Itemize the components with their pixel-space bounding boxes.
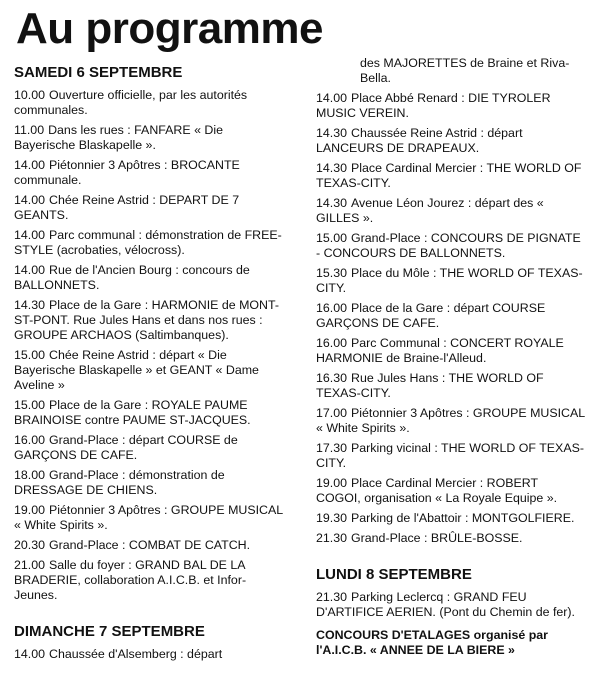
entry-text: Chaussée Reine Astrid : départ LANCEURS DE DRAPEAUX.	[316, 126, 523, 155]
entry-time: 14.30	[316, 196, 348, 210]
day-heading-sunday: DIMANCHE 7 SEPTEMBRE	[14, 623, 205, 640]
entry-text: Place de la Gare : ROYALE PAUME BRAINOISE contre PAUME ST-JACQUES.	[14, 398, 251, 427]
entry-text: Place du Môle : THE WORLD OF TEXAS-CITY.	[316, 266, 583, 295]
entry-text: Place Abbé Renard : DIE TYROLER MUSIC VEREIN.	[316, 91, 551, 120]
schedule-entry	[316, 126, 586, 156]
entry-text: Place de la Gare : départ COURSE GARÇONS DE CAFE.	[316, 301, 546, 330]
entry-text: Grand-Place : COMBAT DE CATCH.	[49, 538, 251, 552]
entry-time: 21.30	[316, 590, 348, 604]
schedule-entry	[316, 196, 586, 226]
schedule-entry	[316, 590, 586, 620]
entry-time: 14.30	[14, 298, 46, 312]
entry-time: 15.00	[14, 348, 46, 362]
schedule-entry	[14, 228, 286, 258]
entry-time: 11.00	[14, 123, 45, 137]
schedule-entry	[316, 441, 586, 471]
entry-time: 19.00	[316, 476, 348, 490]
schedule-entry	[316, 476, 586, 506]
entry-time: 16.30	[316, 371, 348, 385]
entry-text: Ouverture officielle, par les autorités communales.	[14, 88, 248, 117]
schedule-entry	[14, 193, 286, 223]
schedule-entry	[14, 558, 286, 603]
entry-text: Grand-Place : BRÛLE-BOSSE.	[351, 531, 523, 545]
entry-time: 14.00	[14, 647, 46, 661]
entry-text: Parking vicinal : THE WORLD OF TEXAS-CITY.	[316, 441, 584, 470]
entry-text: Piétonnier 3 Apôtres : BROCANTE communale.	[14, 158, 240, 187]
entry-text: Parc Communal : CONCERT ROYALE HARMONIE de Braine-l'Alleud.	[316, 336, 564, 365]
schedule-entry	[14, 538, 286, 553]
entry-time: 10.00	[14, 88, 46, 102]
entry-time: 16.00	[316, 336, 348, 350]
entry-time: 16.00	[14, 433, 46, 447]
schedule-entry	[316, 531, 586, 546]
entry-time: 15.00	[14, 398, 46, 412]
schedule-entry	[14, 88, 286, 118]
day-heading-monday: LUNDI 8 SEPTEMBRE	[316, 566, 472, 583]
entry-text: Avenue Léon Jourez : départ des « GILLES ».	[316, 196, 544, 225]
schedule-entry	[316, 161, 586, 191]
schedule-entry	[14, 298, 286, 343]
schedule-entry	[14, 468, 286, 498]
entry-time: 18.00	[14, 468, 46, 482]
schedule-entry	[14, 647, 286, 662]
entry-text: Place Cardinal Mercier : ROBERT COGOI, organisation « La Royale Equipe ».	[316, 476, 558, 505]
entry-text: Salle du foyer : GRAND BAL DE LA BRADERIE, collaboration A.I.C.B. et Infor-Jeunes.	[14, 558, 247, 602]
schedule-entry	[14, 123, 286, 153]
schedule-entry	[316, 336, 586, 366]
entry-text: Dans les rues : FANFARE « Die Bayerische Blaskapelle ».	[14, 123, 224, 152]
entry-text: Piétonnier 3 Apôtres : GROUPE MUSICAL « White Spirits ».	[14, 503, 283, 532]
entry-time: 14.00	[14, 228, 46, 242]
entry-time: 15.30	[316, 266, 348, 280]
entry-time: 19.30	[316, 511, 348, 525]
schedule-entry	[316, 266, 586, 296]
entry-text: Chée Reine Astrid : DEPART DE 7 GEANTS.	[14, 193, 240, 222]
entry-text: Rue Jules Hans : THE WORLD OF TEXAS-CITY.	[316, 371, 544, 400]
entry-text: Grand-Place : départ COURSE de GARÇONS DE CAFE.	[14, 433, 238, 462]
entry-text: Place de la Gare : HARMONIE de MONT-ST-PONT. Rue Jules Hans et dans nos rues : GROUPE ARCHAOS (Saltimbanques).	[14, 298, 279, 342]
schedule-entry	[14, 263, 286, 293]
schedule-entry	[14, 503, 286, 533]
entry-time: 14.00	[14, 158, 46, 172]
entry-time: 20.30	[14, 538, 46, 552]
entry-text: Rue de l'Ancien Bourg : concours de BALLONNETS.	[14, 263, 250, 292]
entry-text: Piétonnier 3 Apôtres : GROUPE MUSICAL « White Spirits ».	[316, 406, 585, 435]
entry-time: 21.30	[316, 531, 348, 545]
page-title: Au programme	[16, 4, 323, 53]
entry-time: 14.30	[316, 161, 348, 175]
entry-time: 19.00	[14, 503, 46, 517]
right-column	[316, 56, 586, 658]
contest-note: CONCOURS D'ETALAGES organisé par l'A.I.C.B. « ANNEE DE LA BIERE »	[316, 628, 548, 657]
schedule-entry	[316, 91, 586, 121]
entry-time: 15.00	[316, 231, 348, 245]
entry-time: 14.00	[316, 91, 348, 105]
schedule-entry	[316, 511, 586, 526]
entry-text: Parc communal : démonstration de FREE-STYLE (acrobaties, vélocross).	[14, 228, 282, 257]
entry-time: 14.00	[14, 263, 46, 277]
schedule-entry	[14, 158, 286, 188]
entry-text: Parking de l'Abattoir : MONTGOLFIERE.	[351, 511, 575, 525]
entry-text: Grand-Place : démonstration de DRESSAGE DE CHIENS.	[14, 468, 225, 497]
entry-time: 17.30	[316, 441, 348, 455]
schedule-entry	[316, 301, 586, 331]
schedule-entry	[316, 371, 586, 401]
entry-time: 17.00	[316, 406, 348, 420]
day-heading-saturday: SAMEDI 6 SEPTEMBRE	[14, 64, 183, 81]
left-column	[14, 60, 286, 667]
entry-text: Parking Leclercq : GRAND FEU D'ARTIFICE AERIEN. (Pont du Chemin de fer).	[316, 590, 575, 619]
schedule-entry	[316, 231, 586, 261]
entry-text: Place Cardinal Mercier : THE WORLD OF TEXAS-CITY.	[316, 161, 582, 190]
entry-time: 16.00	[316, 301, 348, 315]
schedule-entry	[14, 433, 286, 463]
entry-continuation: des MAJORETTES de Braine et Riva-Bella.	[360, 56, 570, 85]
entry-time: 21.00	[14, 558, 46, 572]
entry-time: 14.30	[316, 126, 348, 140]
entry-text: Grand-Place : CONCOURS DE PIGNATE - CONCOURS DE BALLONNETS.	[316, 231, 581, 260]
entry-time: 14.00	[14, 193, 46, 207]
entry-text: Chée Reine Astrid : départ « Die Bayerische Blaskapelle » et GEANT « Dame Aveline »	[14, 348, 259, 392]
entry-text: Chaussée d'Alsemberg : départ	[49, 647, 223, 661]
schedule-entry	[14, 398, 286, 428]
schedule-entry	[14, 348, 286, 393]
schedule-entry	[316, 406, 586, 436]
